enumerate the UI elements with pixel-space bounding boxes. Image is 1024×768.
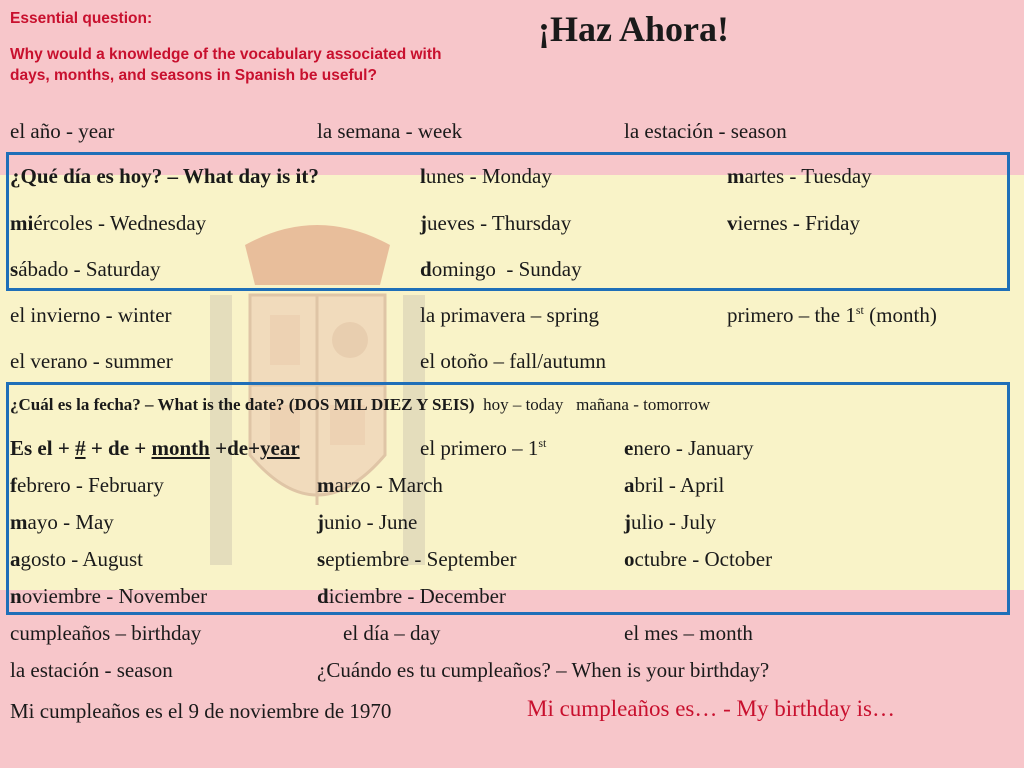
- month-march: marzo - March: [317, 473, 443, 497]
- day-thursday: jueves - Thursday: [420, 211, 572, 235]
- season-fall: el otoño – fall/autumn: [420, 349, 607, 373]
- page-title: ¡Haz Ahora!: [538, 9, 729, 49]
- birthday-question: ¿Cuándo es tu cumpleaños? – When is your birthday?: [317, 658, 770, 682]
- birthday-phrase: Mi cumpleaños es… - My birthday is…: [527, 696, 895, 721]
- month-november: noviembre - November: [10, 584, 208, 608]
- month-february: febrero - February: [10, 473, 164, 497]
- essential-question-label: Essential question:: [10, 10, 153, 27]
- day-friday: viernes - Friday: [727, 211, 860, 235]
- vocab-month: el mes – month: [624, 621, 753, 645]
- month-may: mayo - May: [10, 510, 114, 534]
- day-wednesday: miércoles - Wednesday: [10, 211, 207, 235]
- month-october: octubre - October: [624, 547, 773, 571]
- month-december: diciembre - December: [317, 584, 506, 608]
- day-monday: lunes - Monday: [420, 164, 552, 188]
- birthday-example: Mi cumpleaños es el 9 de noviembre de 1970: [10, 699, 392, 723]
- date-formula: Es el + # + de + month +de+year: [10, 436, 300, 460]
- vocab-day: el día – day: [343, 621, 441, 645]
- season-winter: el invierno - winter: [10, 303, 172, 327]
- month-august: agosto - August: [10, 547, 144, 571]
- vocab-birthday: cumpleaños – birthday: [10, 621, 202, 645]
- season-spring: la primavera – spring: [420, 303, 600, 327]
- day-sunday: domingo - Sunday: [420, 257, 582, 281]
- primero-month: primero – the 1st (month): [727, 303, 937, 327]
- season-summer: el verano - summer: [10, 349, 173, 373]
- vocab-season-2: la estación - season: [10, 658, 173, 682]
- date-question-line: ¿Cuál es la fecha? – What is the date? (DOS MIL DIEZ Y SEIS) hoy – today mañana - tomorrow: [10, 395, 711, 414]
- day-tuesday: martes - Tuesday: [727, 164, 872, 188]
- day-saturday: sábado - Saturday: [10, 257, 161, 281]
- vocab-week: la semana - week: [317, 119, 463, 143]
- days-question: ¿Qué día es hoy? – What day is it?: [10, 164, 319, 188]
- month-april: abril - April: [624, 473, 725, 497]
- date-first: el primero – 1st: [420, 436, 547, 460]
- month-september: septiembre - September: [317, 547, 517, 571]
- month-january: enero - January: [624, 436, 754, 460]
- flag-red-top-band: [0, 0, 1024, 175]
- vocab-year: el año - year: [10, 119, 115, 143]
- month-july: julio - July: [624, 510, 717, 534]
- vocab-season: la estación - season: [624, 119, 787, 143]
- essential-question-text: Why would a knowledge of the vocabulary associated with days, months, and seasons in Spanish be useful?: [10, 46, 442, 84]
- month-june: junio - June: [317, 510, 418, 534]
